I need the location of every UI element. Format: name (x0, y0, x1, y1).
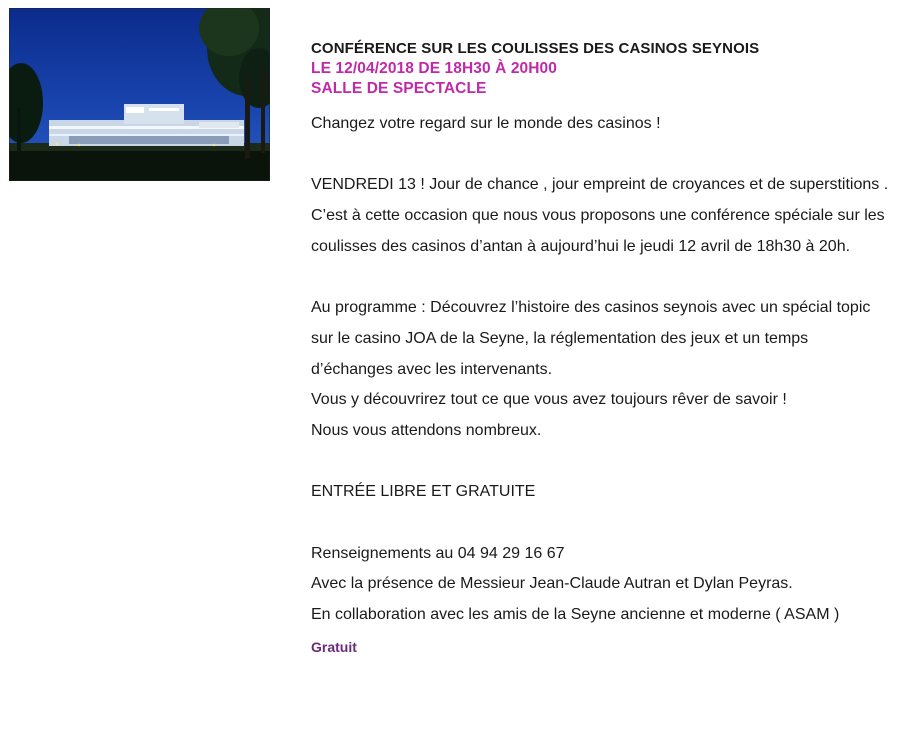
blank-line (311, 447, 891, 478)
paragraph-renseignements: Renseignements au 04 94 29 16 67 (311, 544, 565, 562)
paragraph-programme: Au programme : Découvrez l’histoire des casinos seynois avec un spécial topic sur le casino JOA de la Seyne, la réglementation des jeux et un temps d’échanges avec les intervenants. (311, 299, 871, 378)
paragraph-presence: Avec la présence de Messieur Jean-Claude Autran et Dylan Peyras. (311, 575, 793, 593)
event-title: CONFÉRENCE SUR LES COULISSES DES CASINOS SEYNOIS (311, 40, 760, 57)
event-details (311, 39, 891, 655)
blank-line (311, 508, 891, 539)
paragraph-attendons: Nous vous attendons nombreux. (311, 422, 542, 439)
event-description (311, 109, 891, 631)
casino-night-photo (9, 8, 270, 181)
paragraph-conference: C’est à cette occasion que nous vous proposons une conférence spéciale sur les coulisses des casinos d’antan à aujourd’hui le jeudi 12 avril de 18h30 à 20h. (311, 207, 885, 255)
event-date: LE 12/04/2018 DE 18H30 À 20H00 (311, 60, 557, 77)
blank-line (311, 263, 891, 294)
paragraph-decouvrir: Vous y découvrirez tout ce que vous avez toujours rêver de savoir ! (311, 391, 787, 409)
paragraph-collaboration: En collaboration avec les amis de la Seyne ancienne et moderne ( ASAM ) (311, 606, 840, 624)
paragraph-vendredi: VENDREDI 13 ! Jour de chance , jour empreint de croyances et de superstitions . (311, 176, 889, 194)
paragraph-entree: ENTRÉE LIBRE ET GRATUITE (311, 483, 536, 501)
paragraph-intro: Changez votre regard sur le monde des casinos ! (311, 115, 661, 132)
blank-line (311, 140, 891, 171)
price-label: Gratuit (311, 638, 357, 655)
event-venue: SALLE DE SPECTACLE (311, 80, 487, 97)
event-photo (9, 8, 270, 181)
